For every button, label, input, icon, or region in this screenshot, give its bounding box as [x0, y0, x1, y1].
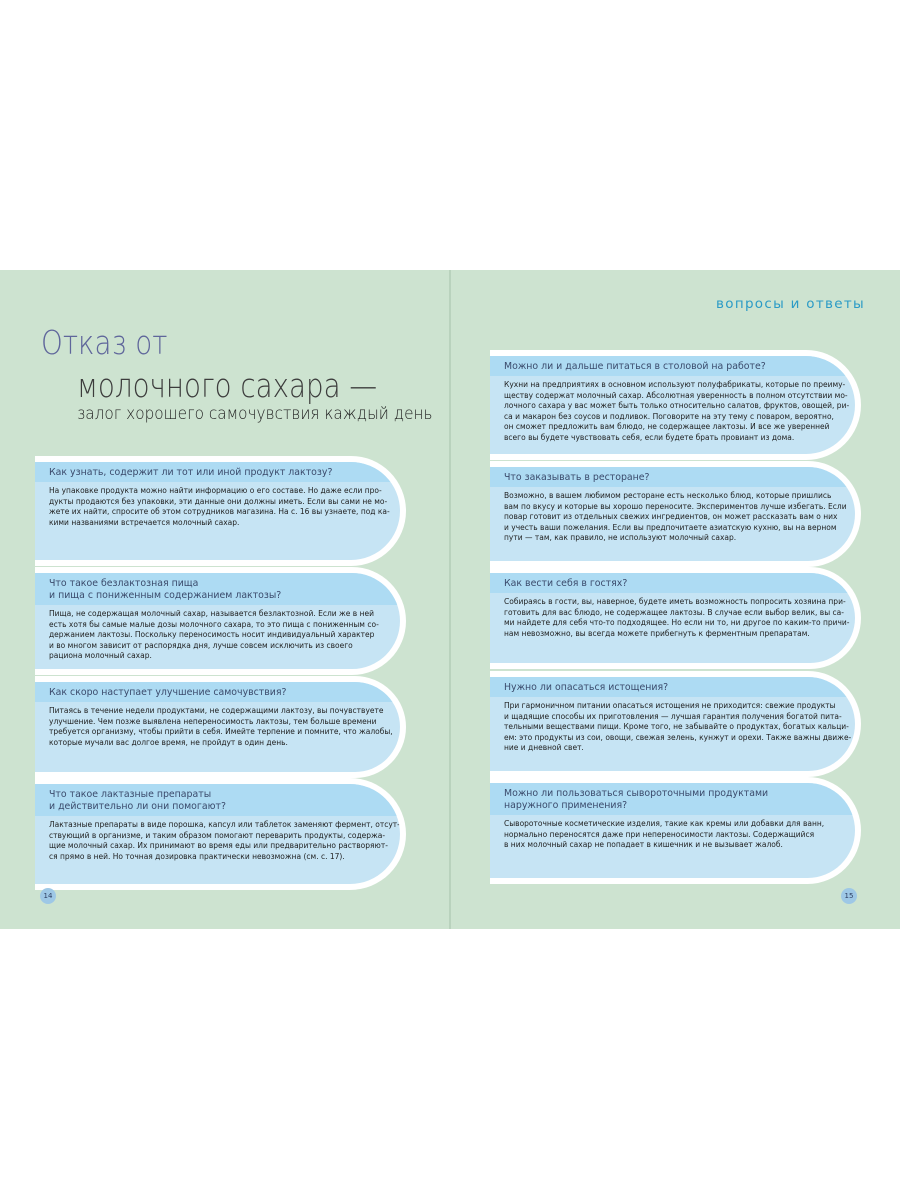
left-page [0, 270, 449, 929]
qa-question [35, 462, 400, 482]
answer-line: са и макарон без соусов и подливок. Поговорите на эту тему с поваром, вероятно, [504, 411, 834, 421]
qa-card [490, 350, 861, 460]
qa-answer [35, 816, 400, 868]
answer-line: ми найдете для себя что-то подходящее. Но если ни то, ни другое по каким-то причи- [504, 618, 850, 628]
qa-answer [490, 815, 855, 857]
answer-line: которые мучали вас долгое время, не пройдут в один день. [49, 737, 288, 747]
qa-answer [490, 697, 855, 760]
title-line-1: Отказ от [41, 323, 168, 362]
qa-question [490, 573, 855, 593]
title-line-2: молочного сахара — [77, 366, 378, 405]
right-page [451, 270, 900, 929]
qa-answer [35, 482, 400, 534]
answer-line: пути — там, как правило, не используют молочный сахар. [504, 533, 737, 543]
question-line: Что заказывать в ресторане? [504, 472, 650, 483]
qa-answer [35, 605, 400, 668]
answer-line: ние и дневной свет. [504, 743, 584, 753]
qa-card [490, 777, 861, 884]
qa-question [490, 467, 855, 487]
answer-line: и во многом зависит от распорядка дня, лучше совсем исключить из своего [49, 640, 353, 650]
question-line: Что такое лактазные препараты [49, 789, 212, 800]
answer-line: На упаковке продукта можно найти информацию о его составе. Но даже если про- [49, 486, 382, 495]
answer-line: улучшение. Чем позже выявлена непереносимость лактозы, тем больше времени [49, 716, 377, 726]
page-number: 15 [841, 888, 857, 904]
qa-card [35, 676, 406, 778]
answer-line: ем: это продукты из сои, овощи, свежая зелень, кунжут и орехи. Также важны движе- [504, 732, 852, 742]
answer-line: вам по вкусу и которые вы хорошо переносите. Экспериментов лучше избегать. Если [504, 501, 847, 511]
question-line: Можно ли пользоваться сывороточными продуктами [504, 788, 769, 799]
answer-line: Пища, не содержащая молочный сахар, называется безлактозной. Если же в ней [49, 609, 374, 618]
question-line: Как скоро наступает улучшение самочувствия? [49, 687, 287, 698]
answer-line: повар готовит из отдельных свежих ингредиентов, он может рассказать вам о них [504, 512, 838, 522]
page-number: 14 [40, 888, 56, 904]
answer-line: готовить для вас блюдо, не содержащее лактозы. В случае если выбор велик, вы са- [504, 607, 844, 617]
answer-line: щие молочный сахар. Их принимают во время еды или предварительно растворяют- [49, 841, 388, 851]
answer-line: нормально переносятся даже при непереносимости лактозы. Содержащийся [504, 829, 815, 839]
answer-line: При гармоничном питании опасаться истощения не приходится: свежие продукты [504, 701, 836, 710]
answer-line: требуется организму, чтобы прийти в себя. Имейте терпение и помните, что жалобы, [49, 727, 393, 737]
qa-answer [35, 702, 400, 754]
answer-line: рациона молочный сахар. [49, 651, 152, 661]
qa-question [490, 783, 855, 815]
answer-line: и щадящие способы их приготовления — лучшая гарантия получения богатой пита- [504, 711, 842, 721]
answer-line: Лактазные препараты в виде порошка, капсул или таблеток заменяют фермент, отсут- [49, 820, 400, 829]
qa-card [490, 461, 861, 567]
answer-line: кими названиями встречается молочный сахар. [49, 517, 240, 527]
answer-line: жете их найти, спросите об этом сотрудников магазина. На с. 16 вы узнаете, под ка- [49, 507, 390, 517]
answer-line: ся прямо в ней. Но точная дозировка практически невозможна (см. с. 17). [49, 851, 345, 861]
question-line: Можно ли и дальше питаться в столовой на работе? [504, 361, 766, 372]
answer-line: Питаясь в течение недели продуктами, не содержащими лактозу, вы почувствуете [49, 706, 384, 715]
answer-line: есть хотя бы самые малые дозы молочного сахара, то это пища с пониженным со- [49, 619, 379, 629]
qa-question [490, 677, 855, 697]
qa-question [35, 784, 400, 816]
question-line: Как узнать, содержит ли тот или иной продукт лактозу? [49, 467, 333, 478]
answer-line: в них молочный сахар не попадает в кишечник и не вызывает жалоб. [504, 840, 783, 850]
qa-card [490, 671, 861, 777]
answer-line: Собираясь в гости, вы, наверное, будете иметь возможность попросить хозяина при- [504, 597, 846, 606]
section-label: вопросы и ответы [716, 296, 866, 312]
answer-line: он сможет предложить вам блюдо, не содержащее лактозы. И все же уверенней [504, 422, 830, 432]
qa-question [35, 682, 400, 702]
answer-line: тельными веществами пищи. Кроме того, не забывайте о продуктах, богатых кальци- [504, 722, 849, 732]
answer-line: ствующий в организме, и таким образом помогают переварить продукты, содержа- [49, 830, 386, 840]
qa-answer [490, 593, 855, 645]
qa-answer [490, 487, 855, 550]
question-line: наружного применения? [504, 800, 628, 811]
answer-line: Кухни на предприятиях в основном используют полуфабрикаты, которые по преиму- [504, 380, 846, 389]
qa-card [35, 778, 406, 890]
question-line: Нужно ли опасаться истощения? [504, 682, 669, 693]
qa-answer [490, 376, 855, 450]
qa-question [490, 356, 855, 376]
answer-line: лочного сахара у вас может быть только относительно салатов, фруктов, овощей, ри- [504, 401, 850, 411]
qa-card [35, 567, 406, 675]
answer-line: держанием лактозы. Поскольку переносимость носит индивидуальный характер [49, 630, 375, 640]
question-line: и действительно ли они помогают? [49, 801, 226, 812]
qa-card [490, 567, 861, 669]
answer-line: Сывороточные косметические изделия, такие как кремы или добавки для ванн, [504, 819, 825, 828]
answer-line: дукты продаются без упаковки, эти данные они должны иметь. Если вы сами не мо- [49, 496, 388, 506]
qa-card [35, 456, 406, 566]
qa-question [35, 573, 400, 605]
answer-line: всего вы будете чувствовать себя, если будете брать провиант из дома. [504, 432, 795, 442]
answer-line: нам невозможно, вы всегда можете прибегнуть к ферментным препаратам. [504, 628, 810, 638]
question-line: Как вести себя в гостях? [504, 578, 628, 589]
answer-line: ществу содержат молочный сахар. Абсолютная уверенность в полном отсутствии мо- [504, 390, 848, 400]
answer-line: и учесть ваши пожелания. Если вы предпочитаете азиатскую кухню, вы на верном [504, 522, 837, 532]
title-subtitle: залог хорошего самочувствия каждый день [77, 404, 433, 424]
question-line: Что такое безлактозная пища [49, 578, 199, 589]
question-line: и пища с пониженным содержанием лактозы? [49, 590, 282, 601]
answer-line: Возможно, в вашем любимом ресторане есть несколько блюд, которые пришлись [504, 491, 832, 500]
